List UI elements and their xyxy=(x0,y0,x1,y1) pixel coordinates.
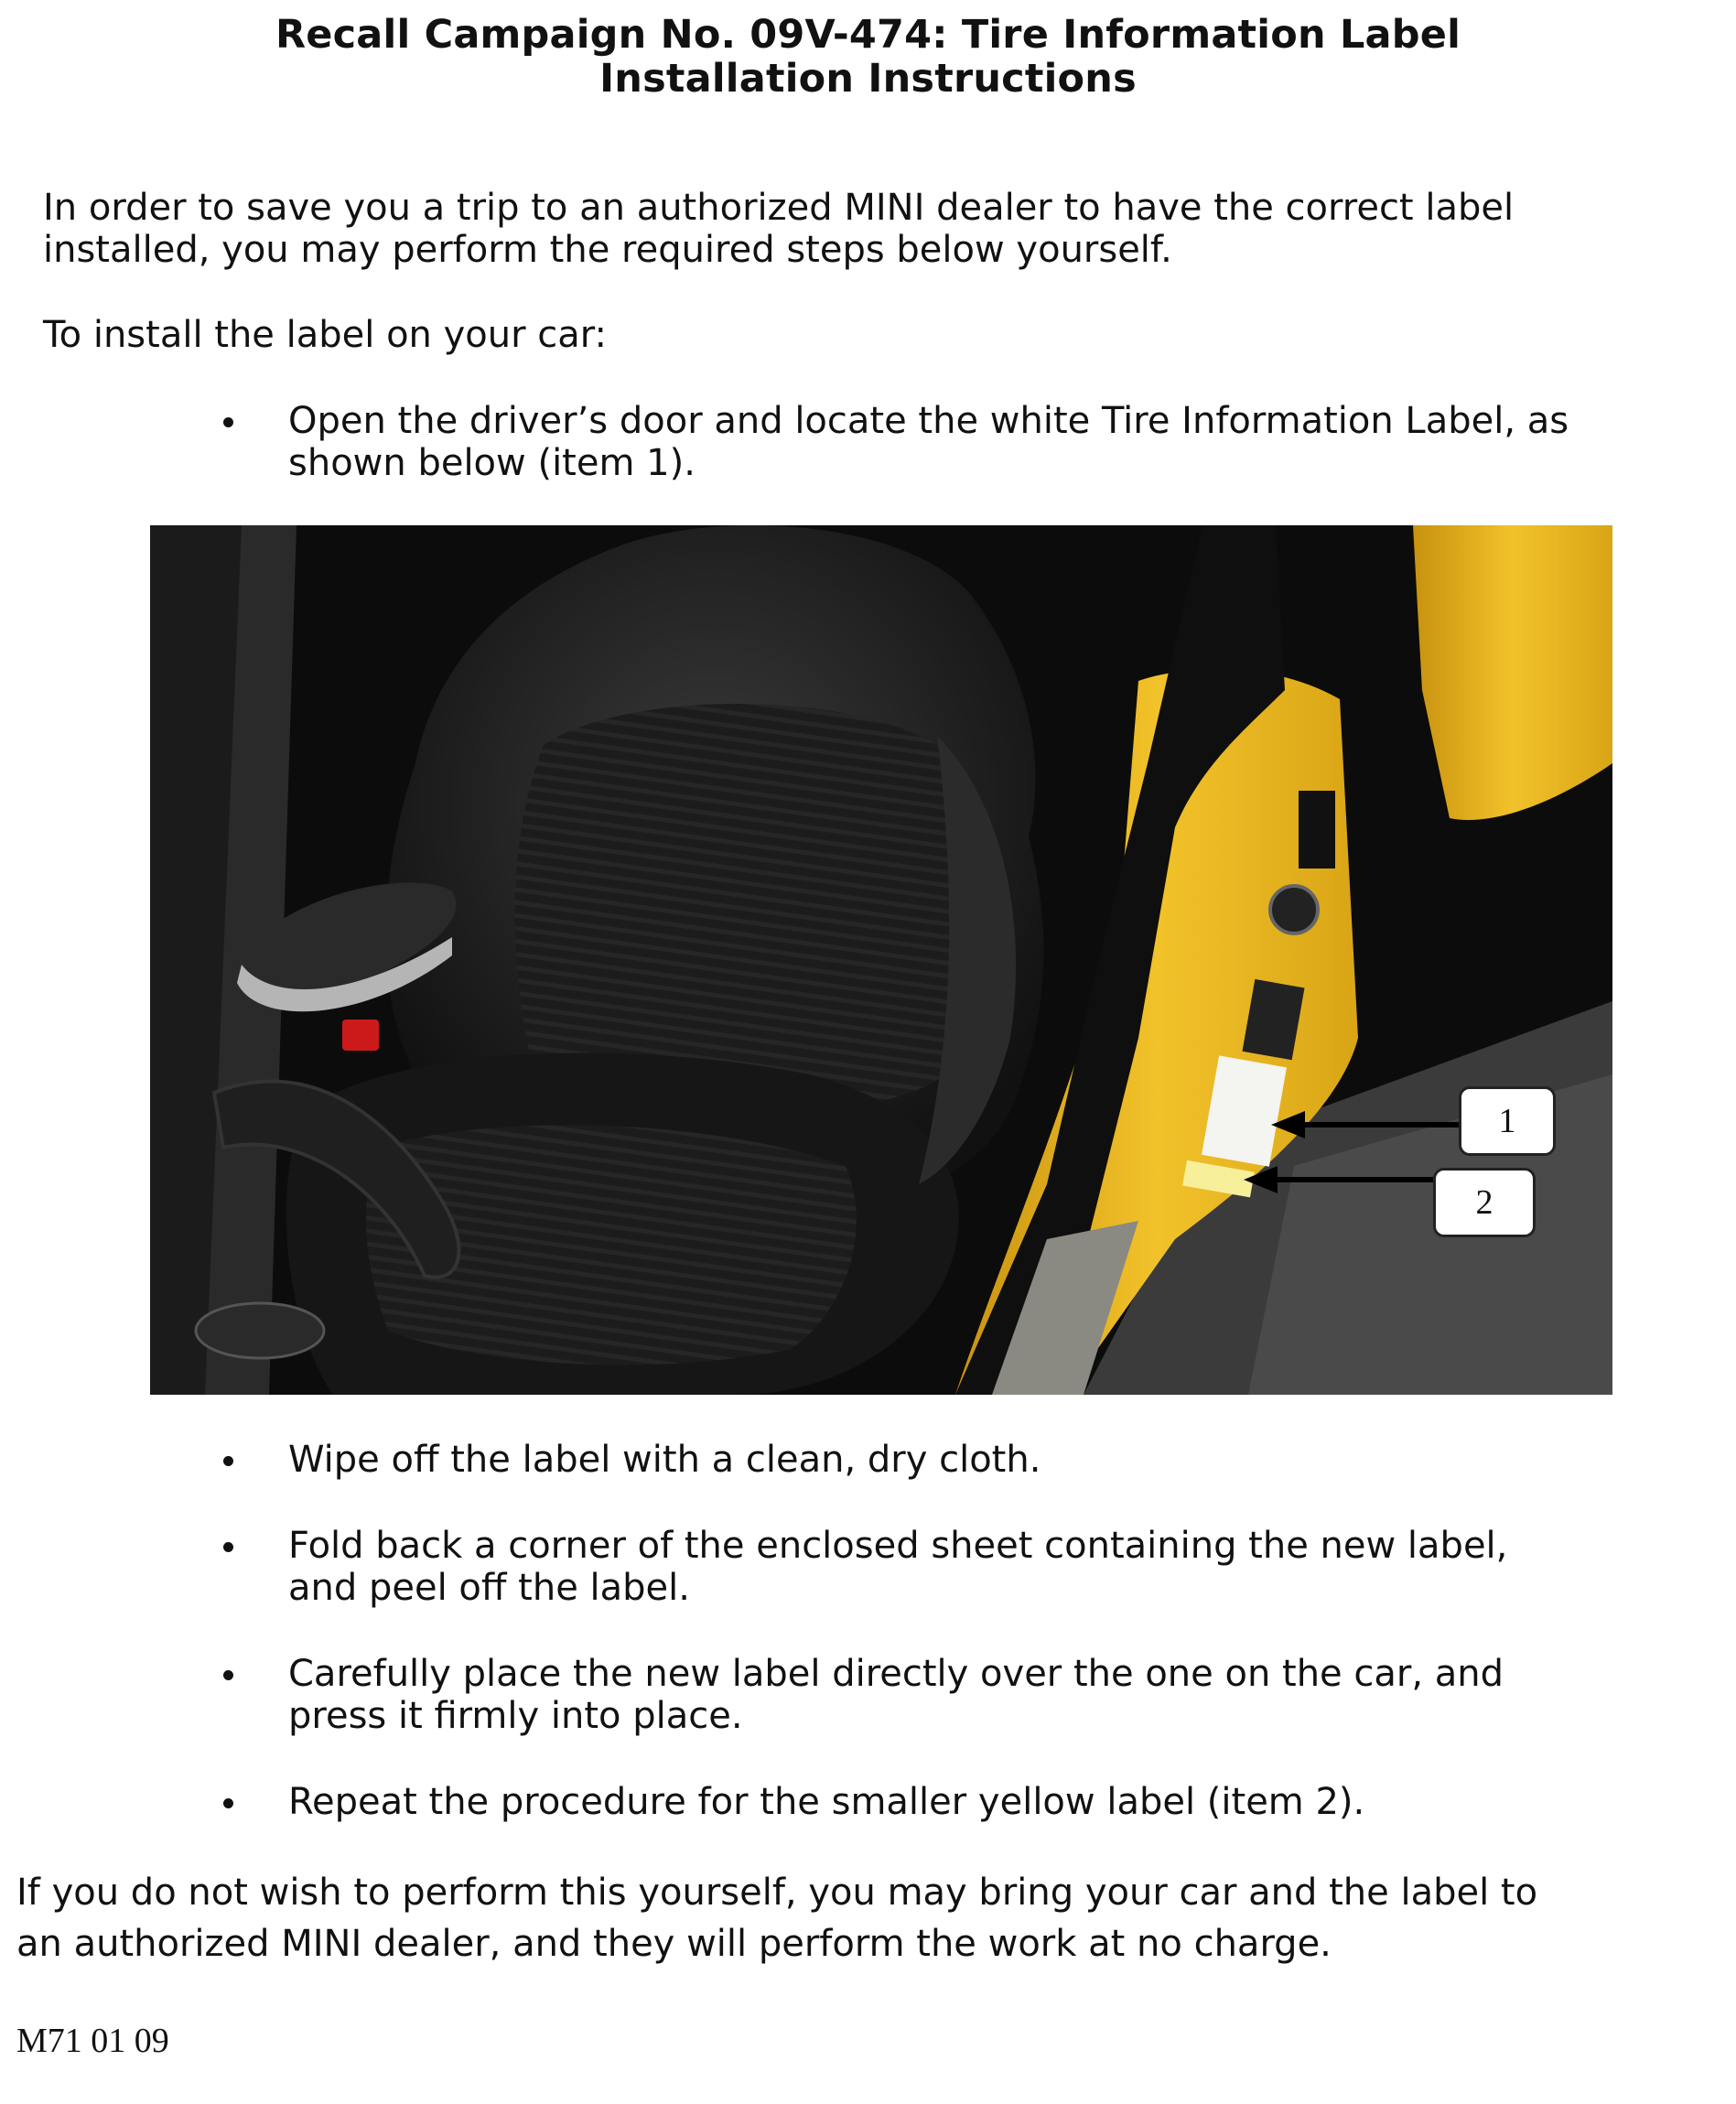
step-4-line-2: press it firmly into place. xyxy=(288,1695,743,1737)
step-2-line-1: Wipe off the label with a clean, dry cloth. xyxy=(288,1439,1041,1481)
step-1-line-1: Open the driver’s door and locate the white Tire Information Label, as xyxy=(288,400,1569,442)
intro-line-1: In order to save you a trip to an authorized MINI dealer to have the correct label xyxy=(43,187,1515,229)
title-line-1: Recall Campaign No. 09V-474: Tire Information Label xyxy=(275,12,1461,58)
intro-line-2: installed, you may perform the required steps below yourself. xyxy=(43,229,1172,271)
intro-paragraph xyxy=(43,187,1514,271)
pillar-label-top xyxy=(1299,791,1335,869)
bullet-dot xyxy=(221,1528,240,1547)
bullet-dot xyxy=(221,1442,240,1461)
car-seat-illustration xyxy=(150,525,1612,1395)
closing-paragraph xyxy=(16,1867,1537,1969)
step-2 xyxy=(288,1439,1041,1481)
closing-line-2: an authorized MINI dealer, and they will perform the work at no charge. xyxy=(16,1923,1332,1965)
title-line-2: Installation Instructions xyxy=(599,56,1137,102)
lead-in-text: To install the label on your car: xyxy=(43,314,607,356)
step-3-line-2: and peel off the label. xyxy=(288,1567,690,1609)
step-3-line-1: Fold back a corner of the enclosed sheet containing the new label, xyxy=(288,1525,1508,1567)
callout-box-1: 1 xyxy=(1459,1086,1556,1156)
step-5-line-1: Repeat the procedure for the smaller yellow label (item 2). xyxy=(288,1781,1365,1823)
step-4 xyxy=(288,1653,1504,1737)
step-5 xyxy=(288,1781,1364,1823)
car-interior-photo xyxy=(150,525,1612,1395)
step-1-line-2: shown below (item 1). xyxy=(288,442,695,484)
bullet-dot xyxy=(221,404,240,422)
bullet-dot xyxy=(221,1656,240,1675)
document-title xyxy=(0,13,1736,101)
bullet-dot xyxy=(221,1785,240,1803)
seatbelt-buckle xyxy=(342,1020,379,1051)
callout-box-2: 2 xyxy=(1433,1168,1536,1237)
door-latch xyxy=(1270,886,1318,933)
closing-line-1: If you do not wish to perform this yourself, you may bring your car and the label to xyxy=(16,1872,1538,1914)
step-1 xyxy=(288,400,1569,484)
step-4-line-1: Carefully place the new label directly over the one on the car, and xyxy=(288,1653,1504,1695)
footer-code: M71 01 09 xyxy=(16,2022,169,2060)
step-3 xyxy=(288,1525,1507,1609)
